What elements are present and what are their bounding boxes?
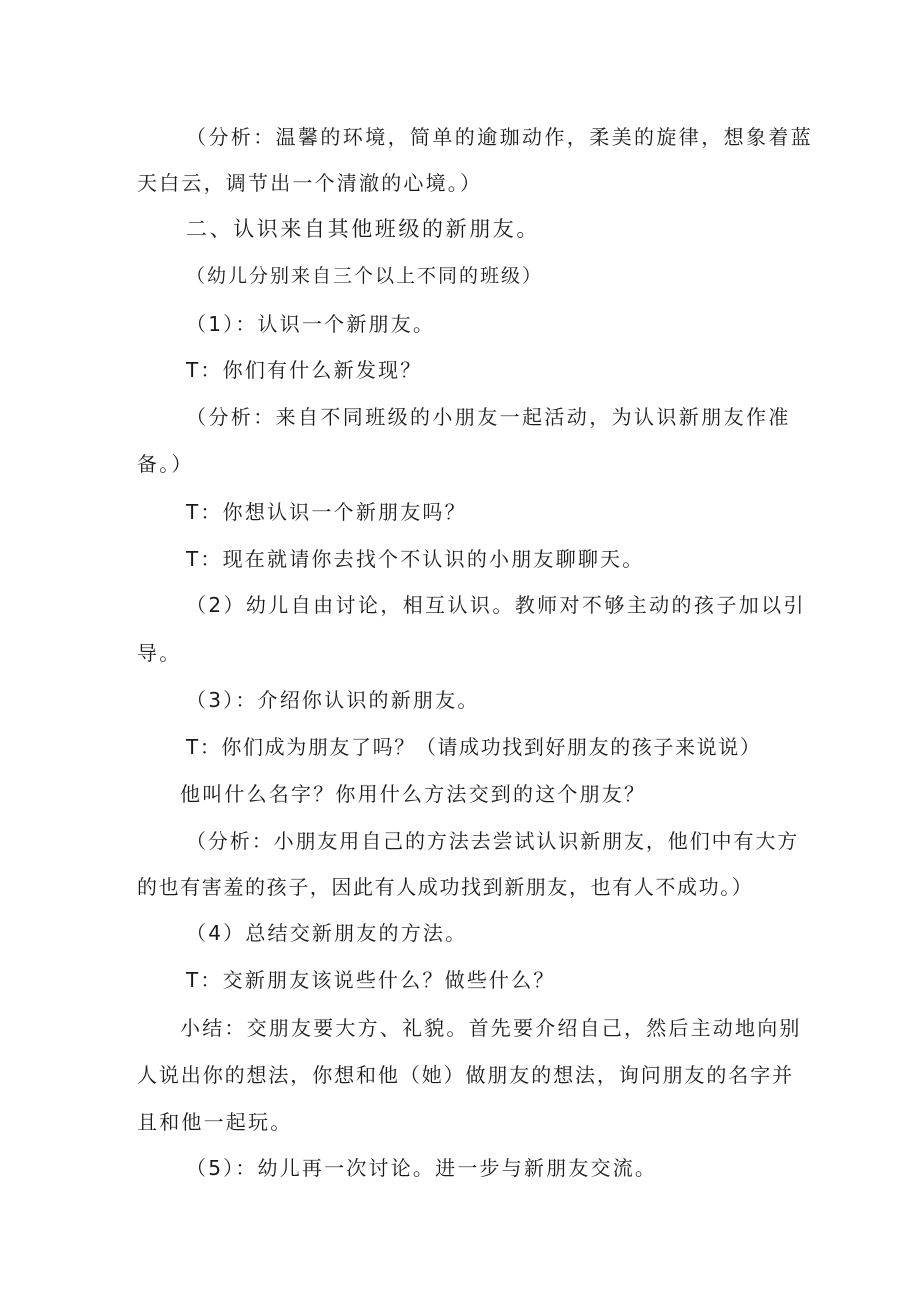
- teacher-instruction: T：现在就请你去找个不认识的小朋友聊聊天。: [186, 547, 645, 571]
- step-2-line-1: （2）幼儿自由讨论，相互认识。教师对不够主动的孩子加以引: [186, 593, 806, 617]
- teacher-question-4: T：交新朋友该说些什么？做些什么？: [186, 968, 556, 992]
- analysis-2-line-1: （分析：来自不同班级的小朋友一起活动，为认识新朋友作准: [186, 405, 791, 429]
- analysis-3-line-1: （分析：小朋友用自己的方法去尝试认识新朋友，他们中有大方: [186, 829, 800, 853]
- step-5: （5）：幼儿再一次讨论。进一步与新朋友交流。: [186, 1156, 658, 1180]
- step-3: （3）：介绍你认识的新朋友。: [186, 688, 480, 712]
- summary-line-2: 人说出你的想法，你想和他（她）做朋友的想法，询问朋友的名字并: [137, 1063, 794, 1087]
- step-4: （4）总结交新朋友的方法。: [186, 921, 468, 945]
- summary-line-3: 且和他一起玩。: [137, 1110, 293, 1134]
- step-1: （1）：认识一个新朋友。: [186, 312, 436, 336]
- note-classes: （幼儿分别来自三个以上不同的班级）: [186, 265, 544, 287]
- teacher-question-3: T：你们成为朋友了吗？（请成功找到好朋友的孩子来说说）: [186, 735, 762, 759]
- teacher-question-1: T：你们有什么新发现？: [186, 358, 423, 382]
- section-heading: 二、认识来自其他班级的新朋友。: [186, 217, 540, 241]
- step-2-line-2: 导。: [137, 641, 182, 665]
- analysis-1-line-1: （分析：温馨的环境，简单的逾珈动作，柔美的旋律，想象着蓝: [186, 125, 814, 149]
- teacher-question-2: T：你想认识一个新朋友吗？: [186, 500, 467, 524]
- analysis-2-line-2: 备。）: [137, 452, 194, 476]
- follow-up-question: 他叫什么名字？你用什么方法交到的这个朋友？: [180, 782, 647, 806]
- analysis-3-line-2: 的也有害羞的孩子，因此有人成功找到新朋友，也有人不成功。）: [137, 875, 754, 899]
- summary-line-1: 小结：交朋友要大方、礼貌。首先要介绍自己，然后主动地向别: [180, 1016, 802, 1040]
- analysis-1-line-2: 天白云，调节出一个清澈的心境。）: [137, 171, 483, 195]
